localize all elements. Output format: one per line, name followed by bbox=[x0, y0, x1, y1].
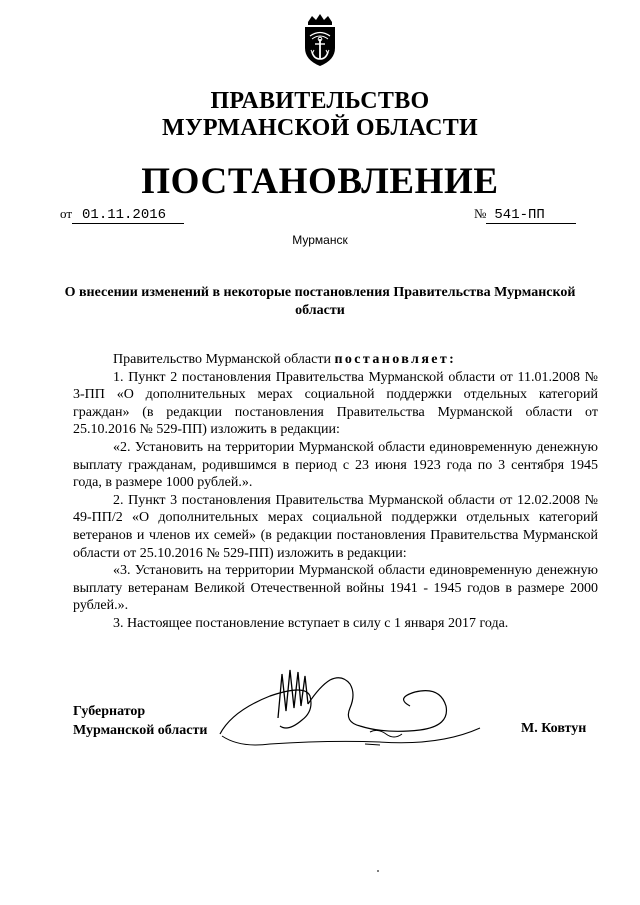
signatory-title-line2: Мурманской области bbox=[73, 723, 208, 738]
intro-resolves: постановляет: bbox=[334, 352, 457, 367]
document-body bbox=[73, 351, 598, 633]
paragraph-1-quote: «2. Установить на территории Мурманской области единовременную денежную выплату гражданам, родившимся в период с 23 июня 1923 года по 3 сентября 1945 года, в размере 1000 рублей.». bbox=[73, 439, 598, 491]
date-value: 01.11.2016 bbox=[72, 207, 184, 224]
number-value: 541-ПП bbox=[486, 207, 576, 224]
intro-text: Правительство Мурманской области bbox=[113, 352, 335, 367]
government-title-line1: ПРАВИТЕЛЬСТВО bbox=[210, 88, 430, 114]
date-field bbox=[60, 206, 184, 224]
date-prefix: от bbox=[60, 206, 73, 221]
body-intro bbox=[73, 351, 598, 369]
paragraph-1: 1. Пункт 2 постановления Правительства Мурманской области от 11.01.2008 № 3-ПП «О дополнительных мерах социальной поддержки отдельных категорий граждан» (в редакции постановления Правительства Мурманской области от 25.10.2016 № 529-ПП) изложить в редакции: bbox=[73, 369, 598, 438]
number-prefix: № bbox=[474, 206, 487, 221]
signatory-title bbox=[73, 702, 207, 740]
signatory-name: М. Ковтун bbox=[521, 721, 587, 736]
document-subject: О внесении изменений в некоторые постановления Правительства Мурманской области bbox=[64, 285, 576, 318]
coat-of-arms-icon bbox=[300, 12, 340, 68]
scan-dot bbox=[377, 870, 379, 872]
document-type-title: ПОСТАНОВЛЕНИЕ bbox=[141, 161, 499, 202]
signatory-title-line1: Губернатор bbox=[73, 704, 146, 719]
number-field bbox=[474, 206, 576, 224]
paragraph-2: 2. Пункт 3 постановления Правительства Мурманской области от 12.02.2008 № 49-ПП/2 «О дополнительных мерах социальной поддержки отдельных категорий ветеранов и членов их семей» (в редакции постановления Правительства Мурманской области от 25.10.2016 № 529-ПП) изложить в редакции: bbox=[73, 492, 598, 561]
handwritten-signature bbox=[210, 656, 510, 756]
paragraph-3: 3. Настоящее постановление вступает в силу с 1 января 2017 года. bbox=[113, 615, 509, 631]
government-title-line2: МУРМАНСКОЙ ОБЛАСТИ bbox=[162, 115, 478, 141]
city-name: Мурманск bbox=[292, 233, 348, 247]
paragraph-2-quote: «3. Установить на территории Мурманской области единовременную денежную выплату ветеранам Великой Отечественной войны 1941 - 1945 годов в размере 2000 рублей.». bbox=[73, 563, 598, 614]
